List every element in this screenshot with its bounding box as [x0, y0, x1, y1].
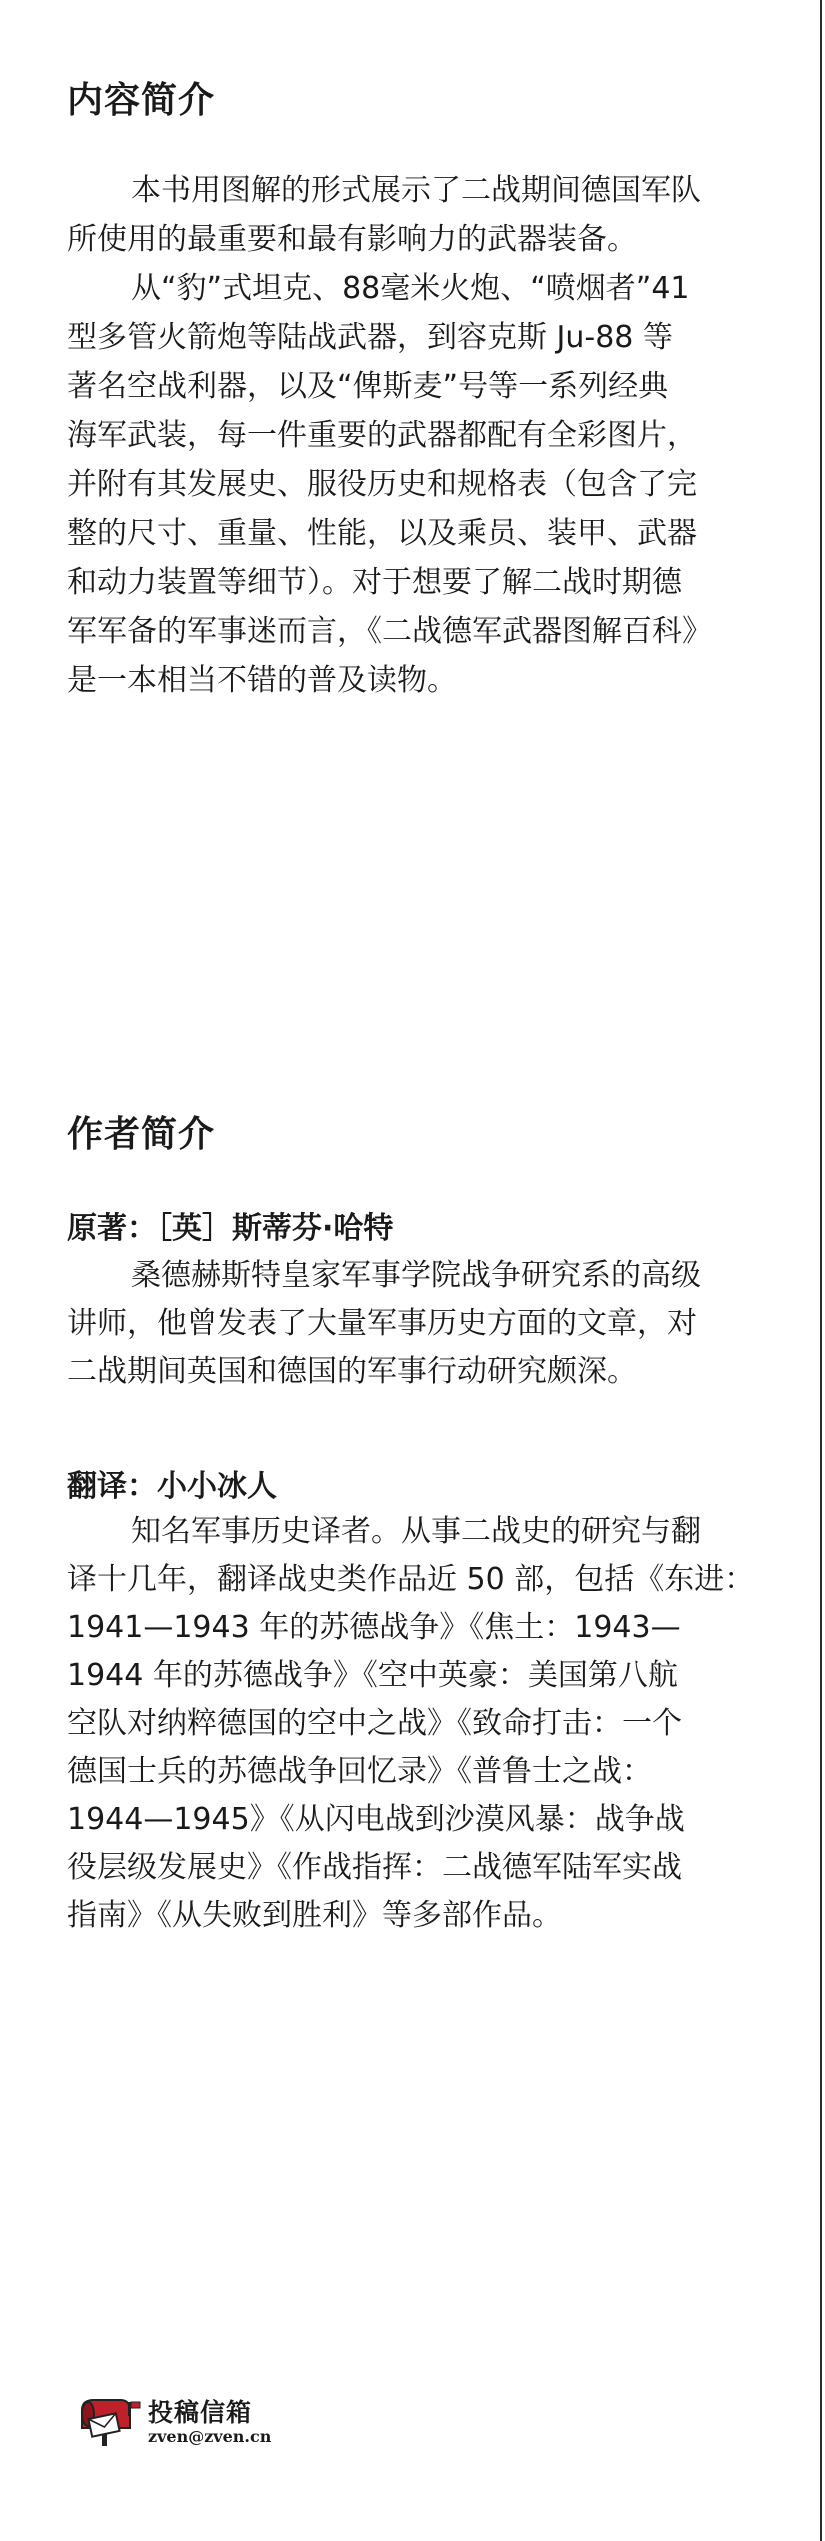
translator-label: 翻译：小小冰人 — [67, 1469, 277, 1504]
intro-line: 著名空战利器，以及“俾斯麦”号等一系列经典 — [67, 369, 669, 404]
page-edge-line — [820, 0, 822, 2541]
intro-line: 所使用的最重要和最有影响力的武器装备。 — [67, 222, 637, 257]
bio-line: 1944—1945》《从闪电战到沙漠风暴：战争战 — [67, 1802, 685, 1837]
author-title: 作者简介 — [67, 1114, 216, 1155]
bio-line: 讲师，他曾发表了大量军事历史方面的文章，对 — [67, 1306, 697, 1341]
bio-line: 二战期间英国和德国的军事行动研究颇深。 — [67, 1354, 637, 1389]
original-author-bio — [67, 1252, 767, 1396]
intro-line: 从“豹”式坦克、88毫米火炮、“喷烟者”41 — [131, 271, 690, 306]
original-author-label: 原著：［英］斯蒂芬·哈特 — [67, 1211, 394, 1246]
mailbox-envelope-icon — [76, 2396, 144, 2448]
bio-line: 1941—1943 年的苏德战争》《焦土：1943— — [67, 1610, 681, 1645]
intro-line: 整的尺寸、重量、性能，以及乘员、装甲、武器 — [67, 516, 697, 551]
intro-paragraph — [67, 166, 767, 705]
bio-line: 知名军事历史译者。从事二战史的研究与翻 — [131, 1514, 701, 1549]
translator-bio — [67, 1508, 767, 1940]
bio-line: 指南》《从失败到胜利》等多部作品。 — [67, 1898, 562, 1933]
submission-mailbox — [76, 2396, 271, 2448]
bio-line: 1944 年的苏德战争》《空中英豪：美国第八航 — [67, 1658, 678, 1693]
bio-line: 役层级发展史》《作战指挥：二战德军陆军实战 — [67, 1850, 682, 1885]
bio-line: 译十几年，翻译战史类作品近 50 部，包括《东进： — [67, 1562, 755, 1597]
intro-line: 是一本相当不错的普及读物。 — [67, 663, 457, 698]
mailbox-title: 投稿信箱 — [148, 2397, 253, 2427]
intro-line: 军军备的军事迷而言，《二战德军武器图解百科》 — [67, 614, 712, 649]
bio-line: 桑德赫斯特皇家军事学院战争研究系的高级 — [131, 1258, 701, 1293]
intro-line: 并附有其发展史、服役历史和规格表（包含了完 — [67, 467, 697, 502]
intro-line: 海军武装，每一件重要的武器都配有全彩图片， — [67, 418, 697, 453]
bio-line: 空队对纳粹德国的空中之战》《致命打击：一个 — [67, 1706, 682, 1741]
mailbox-email: zven@zven.cn — [148, 2426, 272, 2446]
intro-line: 和动力装置等细节）。对于想要了解二战时期德 — [67, 565, 682, 600]
intro-title: 内容简介 — [67, 80, 216, 121]
intro-line: 本书用图解的形式展示了二战期间德国军队 — [131, 173, 701, 208]
bio-line: 德国士兵的苏德战争回忆录》《普鲁士之战： — [67, 1754, 652, 1789]
intro-line: 型多管火箭炮等陆战武器，到容克斯 Ju-88 等 — [67, 320, 673, 355]
